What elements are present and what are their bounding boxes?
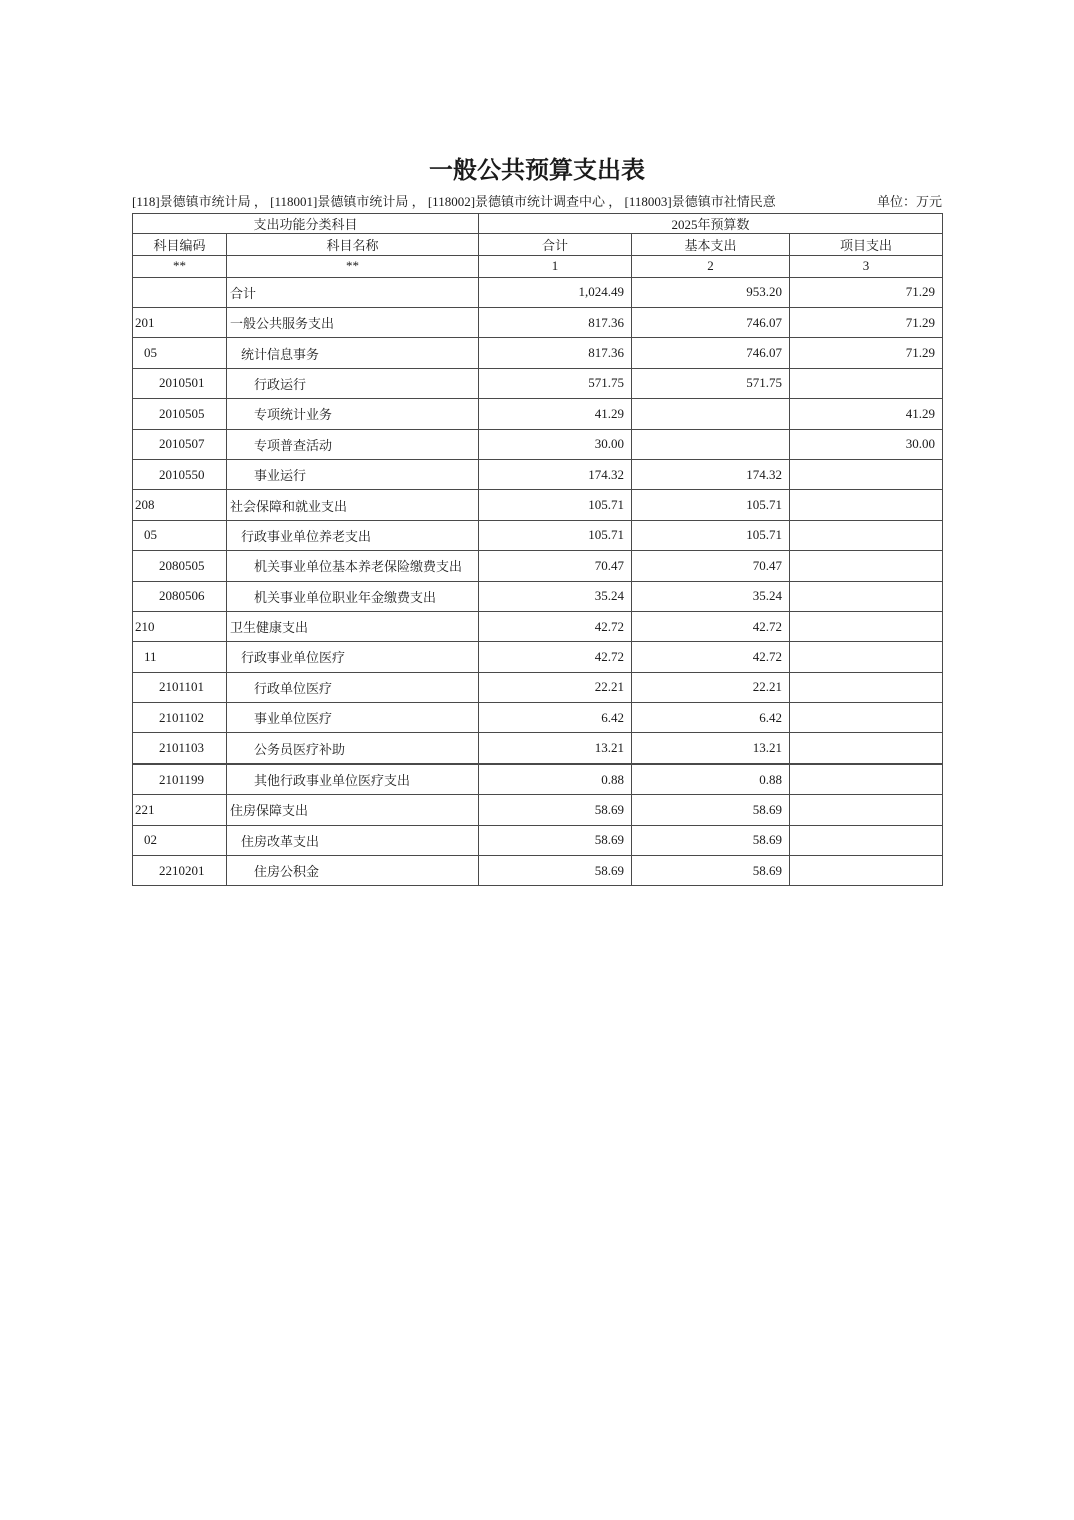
subject-name-cell: 住房公积金 <box>227 856 479 886</box>
table-row <box>133 307 943 337</box>
basic-expense-cell: 0.88 <box>632 764 790 795</box>
table-row <box>133 520 943 550</box>
column-header-project-expense: 项目支出 <box>790 233 943 255</box>
total-cell: 6.42 <box>479 703 632 733</box>
total-cell: 42.72 <box>479 642 632 672</box>
subject-name-cell: 机关事业单位基本养老保险缴费支出 <box>227 551 479 581</box>
project-expense-cell <box>790 856 943 886</box>
subject-code-cell: 2080506 <box>133 581 227 611</box>
table-row <box>133 551 943 581</box>
project-expense-cell <box>790 672 943 702</box>
table-header <box>133 213 943 277</box>
subject-code-cell: 221 <box>133 795 227 825</box>
header-budget-2025: 2025年预算数 <box>479 213 943 233</box>
subject-name-cell: 住房保障支出 <box>227 795 479 825</box>
basic-expense-cell: 42.72 <box>632 642 790 672</box>
total-cell: 13.21 <box>479 733 632 764</box>
subject-code-cell <box>133 277 227 307</box>
subject-code-cell: 2101199 <box>133 764 227 795</box>
project-expense-cell <box>790 581 943 611</box>
subject-code-cell: 2101101 <box>133 672 227 702</box>
project-expense-cell <box>790 642 943 672</box>
table-row <box>133 764 943 795</box>
subject-name-cell: 专项普查活动 <box>227 429 479 459</box>
table-row <box>133 825 943 855</box>
total-cell: 70.47 <box>479 551 632 581</box>
total-cell: 817.36 <box>479 338 632 368</box>
column-header-subject-name: 科目名称 <box>227 233 479 255</box>
subject-name-cell: 公务员医疗补助 <box>227 733 479 764</box>
subject-name-cell: 社会保障和就业支出 <box>227 490 479 520</box>
basic-expense-cell: 58.69 <box>632 856 790 886</box>
project-expense-cell: 71.29 <box>790 277 943 307</box>
column-mark-project-expense: 3 <box>790 255 943 277</box>
table-row <box>133 672 943 702</box>
project-expense-cell <box>790 764 943 795</box>
total-cell: 22.21 <box>479 672 632 702</box>
total-cell: 58.69 <box>479 825 632 855</box>
basic-expense-cell: 6.42 <box>632 703 790 733</box>
project-expense-cell <box>790 611 943 641</box>
subject-name-cell: 统计信息事务 <box>227 338 479 368</box>
subject-code-cell: 2101102 <box>133 703 227 733</box>
table-row <box>133 856 943 886</box>
budget-report-page <box>132 0 942 886</box>
basic-expense-cell: 746.07 <box>632 307 790 337</box>
table-row <box>133 429 943 459</box>
table-row <box>133 642 943 672</box>
total-cell: 41.29 <box>479 399 632 429</box>
header-marks-row <box>133 255 943 277</box>
basic-expense-cell: 35.24 <box>632 581 790 611</box>
subject-code-cell: 2010505 <box>133 399 227 429</box>
subject-name-cell: 卫生健康支出 <box>227 611 479 641</box>
basic-expense-cell: 105.71 <box>632 520 790 550</box>
total-cell: 817.36 <box>479 307 632 337</box>
subject-name-cell: 其他行政事业单位医疗支出 <box>227 764 479 795</box>
subject-name-cell: 住房改革支出 <box>227 825 479 855</box>
total-cell: 105.71 <box>479 520 632 550</box>
project-expense-cell <box>790 825 943 855</box>
table-row <box>133 490 943 520</box>
subject-code-cell: 2210201 <box>133 856 227 886</box>
page-title: 一般公共预算支出表 <box>429 158 645 184</box>
basic-expense-cell: 58.69 <box>632 795 790 825</box>
table-row <box>133 399 943 429</box>
subject-code-cell: 2080505 <box>133 551 227 581</box>
header-columns-row <box>133 233 943 255</box>
subject-code-cell: 2010507 <box>133 429 227 459</box>
table-row <box>133 581 943 611</box>
subject-code-cell: 208 <box>133 490 227 520</box>
unit-label: 单位：万元 <box>876 193 942 209</box>
total-cell: 58.69 <box>479 856 632 886</box>
table-row <box>133 611 943 641</box>
subject-name-cell: 行政事业单位医疗 <box>227 642 479 672</box>
meta-row <box>132 193 942 210</box>
project-expense-cell: 30.00 <box>790 429 943 459</box>
basic-expense-cell: 105.71 <box>632 490 790 520</box>
subject-code-cell: 05 <box>133 520 227 550</box>
project-expense-cell <box>790 520 943 550</box>
column-header-basic-expense: 基本支出 <box>632 233 790 255</box>
total-cell: 35.24 <box>479 581 632 611</box>
budget-table <box>132 213 943 887</box>
subject-code-cell: 02 <box>133 825 227 855</box>
table-body <box>133 277 943 886</box>
project-expense-cell <box>790 703 943 733</box>
project-expense-cell <box>790 459 943 489</box>
subject-code-cell: 11 <box>133 642 227 672</box>
subject-code-cell: 2010550 <box>133 459 227 489</box>
basic-expense-cell <box>632 429 790 459</box>
table-row <box>133 338 943 368</box>
total-cell: 174.32 <box>479 459 632 489</box>
basic-expense-cell <box>632 399 790 429</box>
subject-code-cell: 210 <box>133 611 227 641</box>
project-expense-cell <box>790 490 943 520</box>
basic-expense-cell: 22.21 <box>632 672 790 702</box>
table-row <box>133 703 943 733</box>
subject-name-cell: 行政运行 <box>227 368 479 398</box>
basic-expense-cell: 58.69 <box>632 825 790 855</box>
basic-expense-cell: 174.32 <box>632 459 790 489</box>
total-cell: 58.69 <box>479 795 632 825</box>
column-header-total: 合计 <box>479 233 632 255</box>
subject-name-cell: 行政事业单位养老支出 <box>227 520 479 550</box>
subject-name-cell: 专项统计业务 <box>227 399 479 429</box>
project-expense-cell <box>790 733 943 764</box>
table-row <box>133 277 943 307</box>
table-row <box>133 795 943 825</box>
subject-name-cell: 事业运行 <box>227 459 479 489</box>
basic-expense-cell: 13.21 <box>632 733 790 764</box>
subject-name-cell: 事业单位医疗 <box>227 703 479 733</box>
subject-name-cell: 合计 <box>227 277 479 307</box>
total-cell: 105.71 <box>479 490 632 520</box>
header-group-row <box>133 213 943 233</box>
project-expense-cell <box>790 795 943 825</box>
table-row <box>133 733 943 764</box>
total-cell: 42.72 <box>479 611 632 641</box>
organization-list: [118]景德镇市统计局 ， [118001]景德镇市统计局 ， [118002]景德镇市统计调查中心 ， [118003]景德镇市社情民意 <box>132 193 776 209</box>
project-expense-cell: 71.29 <box>790 338 943 368</box>
basic-expense-cell: 571.75 <box>632 368 790 398</box>
column-mark-basic-expense: 2 <box>632 255 790 277</box>
project-expense-cell <box>790 368 943 398</box>
table-row <box>133 368 943 398</box>
column-mark-subject-code: ** <box>133 255 227 277</box>
subject-code-cell: 201 <box>133 307 227 337</box>
table-row <box>133 459 943 489</box>
total-cell: 30.00 <box>479 429 632 459</box>
project-expense-cell <box>790 551 943 581</box>
subject-name-cell: 一般公共服务支出 <box>227 307 479 337</box>
subject-name-cell: 行政单位医疗 <box>227 672 479 702</box>
total-cell: 571.75 <box>479 368 632 398</box>
basic-expense-cell: 953.20 <box>632 277 790 307</box>
basic-expense-cell: 746.07 <box>632 338 790 368</box>
column-header-subject-code: 科目编码 <box>133 233 227 255</box>
project-expense-cell: 71.29 <box>790 307 943 337</box>
subject-code-cell: 05 <box>133 338 227 368</box>
column-mark-total: 1 <box>479 255 632 277</box>
total-cell: 1,024.49 <box>479 277 632 307</box>
subject-code-cell: 2101103 <box>133 733 227 764</box>
header-function-classification: 支出功能分类科目 <box>133 213 479 233</box>
basic-expense-cell: 70.47 <box>632 551 790 581</box>
project-expense-cell: 41.29 <box>790 399 943 429</box>
subject-name-cell: 机关事业单位职业年金缴费支出 <box>227 581 479 611</box>
column-mark-subject-name: ** <box>227 255 479 277</box>
subject-code-cell: 2010501 <box>133 368 227 398</box>
total-cell: 0.88 <box>479 764 632 795</box>
basic-expense-cell: 42.72 <box>632 611 790 641</box>
